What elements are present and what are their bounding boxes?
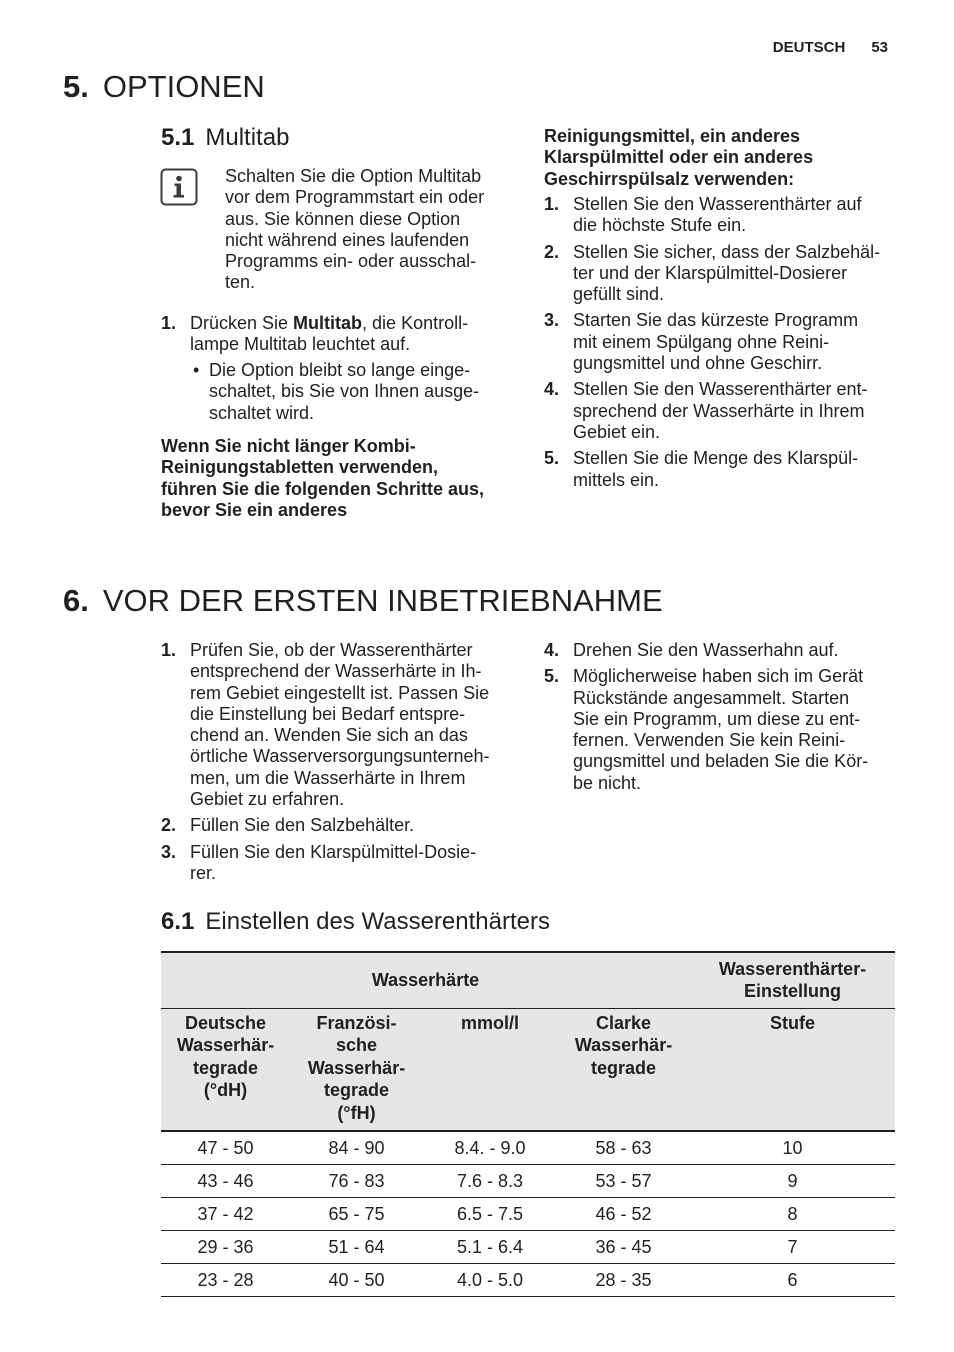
info-icon xyxy=(160,168,198,206)
table-group-header-row xyxy=(161,952,895,1008)
step-text: Stellen Sie sicher, dass der Salzbehäl- ter und der Klarspülmittel-Dosierer gefüllt sind. xyxy=(573,241,881,305)
table-row xyxy=(161,1263,895,1296)
step-number: 2. xyxy=(161,815,177,836)
section-6-1-number: 6.1 xyxy=(161,908,195,935)
table-cell: 37 - 42 xyxy=(161,1197,290,1230)
step-text xyxy=(190,313,515,356)
page-header xyxy=(773,39,888,57)
table-row xyxy=(161,1230,895,1263)
step-text: Starten Sie das kürzeste Programm mit einem Spülgang ohne Reini- gungsmittel und ohne Geschirr. xyxy=(573,310,859,374)
step-number: 4. xyxy=(544,640,560,660)
water-hardness-table xyxy=(161,951,895,1297)
table-row xyxy=(161,1131,895,1164)
list-item xyxy=(161,815,515,836)
table-cell: 4.0 - 5.0 xyxy=(423,1263,557,1296)
step-text: Stellen Sie den Wasserenthärter ent- sprechend der Wasserhärte in Ihrem Gebiet ein. xyxy=(573,379,868,442)
column-header-german-degrees: Deutsche Wasserhär- tegrade (°dH) xyxy=(161,1008,290,1131)
step-text-part: Drücken Sie xyxy=(190,313,294,333)
language-label: DEUTSCH xyxy=(772,39,846,56)
table-cell: 65 - 75 xyxy=(290,1197,423,1230)
step-text: Prüfen Sie, ob der Wasserenthärter entsprechend der Wasserhärte in Ih- rem Gebiet eingestellt ist. Passen Sie die Einstellung bei Bedarf entspre- chend an. Wenden Sie sich an das örtliche Wasserversorgungsunterneh- men, um die Wasserhärte in Ihrem Gebiet zu erfahren. xyxy=(190,640,490,810)
multitab-bullet-item: • Die Option bleibt so lange einge- schaltet, bis Sie von Ihnen ausge- schaltet wird. xyxy=(193,360,479,424)
list-item xyxy=(544,640,898,661)
step-text-bold: Multitab xyxy=(293,313,363,333)
multitab-steps xyxy=(161,313,515,361)
section-5-1-title: Multitab xyxy=(205,124,290,151)
table-cell: 5.1 - 6.4 xyxy=(423,1230,557,1263)
table-cell: 8 xyxy=(690,1197,895,1230)
section-5-number: 5. xyxy=(63,69,89,104)
step-text: Drehen Sie den Wasserhahn auf. xyxy=(573,640,839,660)
step-number: 1. xyxy=(544,194,560,214)
step-number: 1. xyxy=(161,313,177,333)
table-cell: 9 xyxy=(690,1164,895,1197)
step-text: Füllen Sie den Klarspülmittel-Dosie- rer. xyxy=(190,841,477,883)
table-cell: 29 - 36 xyxy=(161,1230,290,1263)
table-cell: 6.5 - 7.5 xyxy=(423,1197,557,1230)
column-header-mmol: mmol/l xyxy=(423,1008,557,1131)
table-cell: 23 - 28 xyxy=(161,1263,290,1296)
list-item xyxy=(544,379,898,443)
info-text: Schalten Sie die Option Multitab vor dem Programmstart ein oder aus. Sie können diese Option nicht während eines laufenden Programms ein- oder ausschal- ten. xyxy=(225,166,485,293)
list-item xyxy=(161,640,515,810)
section-5-1-number: 5.1 xyxy=(161,124,195,151)
section-5-title: OPTIONEN xyxy=(102,69,265,104)
table-cell: 6 xyxy=(690,1263,895,1296)
cleaning-agent-note-part-1: Wenn Sie nicht länger Kombi- Reinigungstabletten verwenden, führen Sie die folgenden Schritte aus, bevor Sie ein anderes xyxy=(161,436,485,520)
section-6-1-title: Einstellen des Wasserenthärters xyxy=(205,908,550,935)
step-text: Möglicherweise haben sich im Gerät Rückstände angesammelt. Starten Sie ein Programm, um diese zu ent- fernen. Verwenden Sie kein Reini- gungsmittel und beladen Sie die Kör- be nicht. xyxy=(573,666,869,793)
table-cell: 53 - 57 xyxy=(557,1164,690,1197)
cleaning-agent-steps xyxy=(544,194,898,496)
list-item xyxy=(544,666,898,794)
group-header-softener-setting: Wasserenthärter- Einstellung xyxy=(690,952,895,1008)
step-number: 2. xyxy=(544,241,560,262)
table-row xyxy=(161,1164,895,1197)
step-number: 3. xyxy=(161,841,177,862)
step-text-part: , die Kontroll- lampe Multitab leuchtet auf. xyxy=(190,313,469,355)
list-item xyxy=(544,194,898,237)
step-text: Füllen Sie den Salzbehälter. xyxy=(190,815,415,836)
first-use-steps-left xyxy=(161,640,515,889)
table-cell: 47 - 50 xyxy=(161,1131,290,1164)
table-cell: 36 - 45 xyxy=(557,1230,690,1263)
step-number: 5. xyxy=(544,666,560,687)
step-text: Stellen Sie die Menge des Klarspül- mittels ein. xyxy=(573,448,859,490)
group-header-water-hardness: Wasserhärte xyxy=(161,952,690,1008)
table-cell: 7.6 - 8.3 xyxy=(423,1164,557,1197)
step-number: 1. xyxy=(161,640,177,660)
column-header-french-degrees: Französi- sche Wasserhär- tegrade (°fH) xyxy=(290,1008,423,1131)
step-number: 3. xyxy=(544,310,560,331)
section-6-heading xyxy=(63,583,663,619)
section-6-title: VOR DER ERSTEN INBETRIEBNAHME xyxy=(102,583,663,618)
section-5-heading xyxy=(63,69,265,105)
table-cell: 10 xyxy=(690,1131,895,1164)
table-cell: 84 - 90 xyxy=(290,1131,423,1164)
list-item xyxy=(544,448,898,491)
column-header-clarke-degrees: Clarke Wasserhär- tegrade xyxy=(557,1008,690,1131)
first-use-steps-right xyxy=(544,640,898,799)
step-text: Stellen Sie den Wasserenthärter auf die höchste Stufe ein. xyxy=(573,194,862,236)
column-header-level: Stufe xyxy=(690,1008,895,1131)
list-item xyxy=(161,313,515,356)
table-row xyxy=(161,1197,895,1230)
table-cell: 8.4. - 9.0 xyxy=(423,1131,557,1164)
table-cell: 58 - 63 xyxy=(557,1131,690,1164)
table-cell: 40 - 50 xyxy=(290,1263,423,1296)
step-number: 5. xyxy=(544,448,560,469)
cleaning-agent-note-part-2: Reinigungsmittel, ein anderes Klarspülmittel oder ein anderes Geschirrspülsalz verwenden: xyxy=(544,126,814,189)
section-6-number: 6. xyxy=(63,583,89,618)
table-cell: 51 - 64 xyxy=(290,1230,423,1263)
section-5-1-heading xyxy=(161,124,289,152)
table-cell: 46 - 52 xyxy=(557,1197,690,1230)
list-item xyxy=(161,842,515,885)
table-cell: 43 - 46 xyxy=(161,1164,290,1197)
section-6-1-heading xyxy=(161,908,550,936)
table-column-header-row xyxy=(161,1008,895,1131)
table-cell: 28 - 35 xyxy=(557,1263,690,1296)
step-number: 4. xyxy=(544,379,560,400)
table-cell: 7 xyxy=(690,1230,895,1263)
list-item xyxy=(544,242,898,306)
list-item xyxy=(544,310,898,374)
page-number: 53 xyxy=(871,39,888,56)
table-cell: 76 - 83 xyxy=(290,1164,423,1197)
